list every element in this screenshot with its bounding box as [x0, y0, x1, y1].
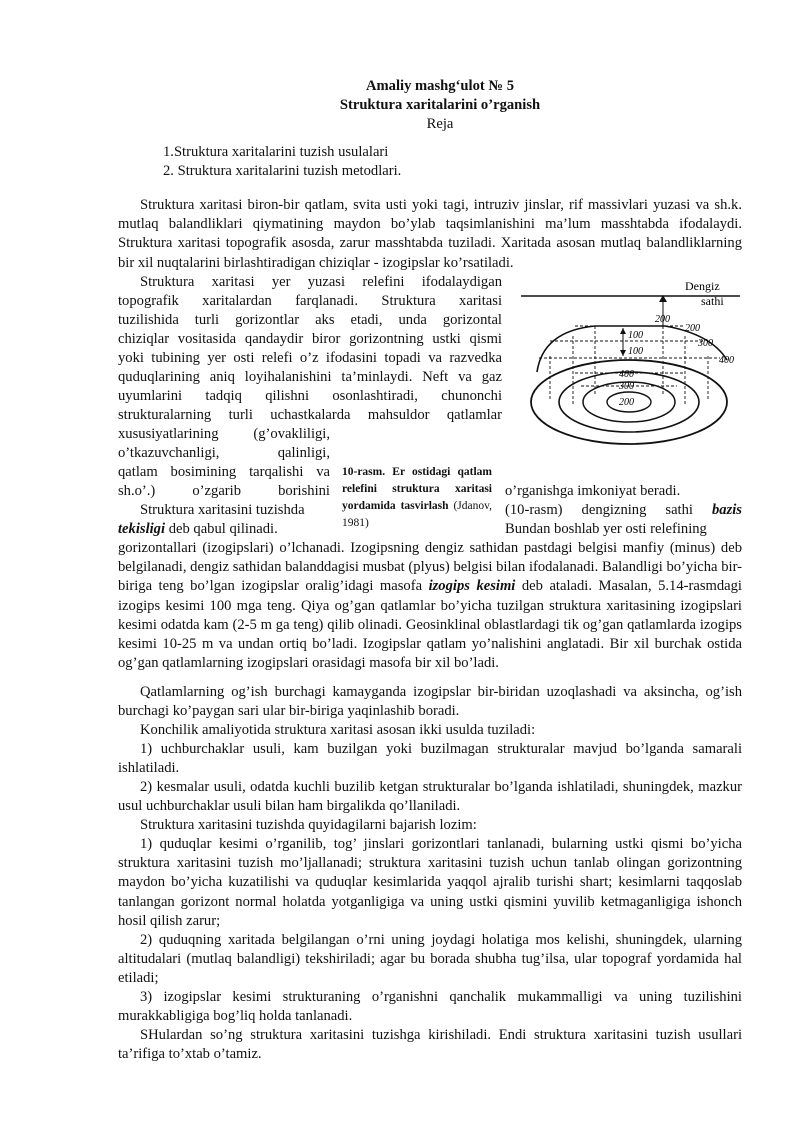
- paragraph: 1) uchburchaklar usuli, kam buzilgan yoki buzilmagan strukturalar mavjud bo’lganda samarali ishlatiladi.: [118, 741, 742, 777]
- wrap-line: tuzilishida turli gorizontlar aks etadi, unda gorizontal: [118, 312, 502, 328]
- wrap-line: qatlam bosimining tarqalishi va: [118, 464, 330, 480]
- structure-map-figure: [515, 276, 750, 466]
- contour-label: 300: [698, 338, 713, 349]
- figure-caption-title: 10-rasm. Er ostidagi qatlam relefini struktura xaritasi yordamida tasvirlash: [342, 466, 492, 512]
- plan-label: Reja: [426, 116, 454, 132]
- intro-paragraph: Struktura xaritasi biron-bir qatlam, svita usti yoki tagi, intruziv jinslar, rif massivlari yuzasi va sh.k. mutlaq balandliklari qiymatining maydon bo’ylab taqsimlanishini ma’lum masshtabda ifodalaydi. Struktura xaritasi topografik asosda, zarur masshtabda tuziladi. Xaritada asosan mutlaq balandliklarning bir xil nuqtalarini birlashtiradigan chiziqlar - izogipslar ko’rsatiladi.: [118, 197, 742, 271]
- wrap-line: chiziqlar vositasida qandaydir biror gorizontning ustki qismi: [118, 331, 502, 347]
- wrap-line: quduqlarining aniq loyihalanishini ta’minlaydi. Neft va gaz: [118, 369, 502, 385]
- paragraph: Struktura xaritasini tuzishda quyidagilarni bajarish lozim:: [140, 817, 477, 833]
- paragraph: 1) quduqlar kesimi o’rganilib, tog’ jinslari gorizontlari tanlanadi, bularning ustki qismi bo’yicha struktura xaritasini tuzish mo’ljallanadi; struktura xaritasini tuzish uchun tanlab olingan gorizontning maydon bo’yicha kuzatilishi va quduqlar kesimlarida yaqqol ajralib turishi shart; kesimlarni taqqoslab tanlangan gorizont normal holatda yotganligiga va uning ustki qismini yuvilib ketmaganligiga ishonch hosil qilish zarur;: [118, 836, 742, 929]
- wrap-line: xususiyatlarining (g’ovakliligi,: [118, 426, 330, 442]
- wrap-line: [118, 520, 278, 539]
- wrap-line: Struktura xaritasini tuzishda: [140, 502, 305, 518]
- figure-caption: [342, 464, 492, 532]
- page-subtitle: Struktura xaritalarini o’rganish: [339, 97, 541, 113]
- wrap-line: sh.o’.) o’zgarib borishini: [118, 483, 330, 499]
- figure-caption-source: (Jdanov, 1981): [342, 500, 493, 529]
- contour-label: 400: [719, 355, 734, 366]
- sea-level-label: sathi: [701, 294, 724, 308]
- paragraph: 2) kesmalar usuli, odatda kuchli buzilib ketgan strukturalar bo’lganda ishlatiladi, shuningdek, mazkur usul uchburchaklar usuli bilan ham birgalikda qo’llaniladi.: [118, 779, 742, 815]
- page-title: Amaliy mashg‘ulot № 5: [365, 78, 515, 94]
- arrow-head: [620, 350, 626, 356]
- contour-label: 100: [628, 330, 643, 341]
- paragraph: 2) quduqning xaritada belgilangan o’rni uning joydagi holatiga mos kelishi, shuningdek, ularning altitudalari (mutlaq balandligi) tekshiriladi; agar bu borada shubha tug’ilsa, ular topograf yordamida hal etiladi;: [118, 932, 742, 987]
- right-line-text: (10-rasm) dengizning sathi: [505, 502, 693, 518]
- isogips-paragraph: [118, 539, 742, 673]
- isogips-text: gorizontallari (izogipslari) o’lchanadi. Izogipsning dengiz sathidan pastdagi belgisi manfiy (minus) deb belgilanadi, dengiz sathidan balanddagisi musbat (plyus) belgisi bilan ifodalanadi. Balandligi bo’yicha bir-biriga teng bo’lgan izogipslar oralig’idagi masofa: [118, 540, 742, 595]
- wrap-line: topografik xaritalardan farqlanadi. Struktura xaritasi: [118, 293, 502, 309]
- wrap-line: strukturalarning turli uchastkalarda mahsuldor qatlamlar: [118, 407, 502, 423]
- right-line: [505, 501, 742, 520]
- bold-term: bazis: [711, 502, 742, 518]
- right-tail: o’rganishga imkoniyat beradi.: [505, 483, 681, 499]
- sea-level-label: Dengiz: [685, 279, 720, 293]
- paragraph: Qatlamlarning og’ish burchagi kamayganda izogipslar bir-biridan uzoqlashadi va aksincha, og’ish burchagi ko’paygan sari ular bir-biriga yaqinlashib boradi.: [118, 684, 742, 720]
- contour-label: 200: [685, 323, 700, 334]
- contour-label: 200: [655, 314, 670, 325]
- paragraph: Konchilik amaliyotida struktura xaritasi asosan ikki usulda tuziladi:: [140, 722, 536, 738]
- wrap-line-rest: deb qabul qilinadi.: [168, 521, 278, 537]
- wrap-line: uyumlarini tadqiq qilishni osonlashtiradi, chunonchi: [118, 388, 502, 404]
- contour-label: 200: [619, 397, 634, 408]
- wrap-line: yoki tubining yer osti relefi o’z ifodasini topadi va razvedka: [118, 350, 502, 366]
- wrap-line: Struktura xaritasi yer yuzasi relefini ifodalaydigan: [140, 274, 502, 290]
- contour-label: 300: [619, 381, 634, 392]
- right-line: Bundan boshlab yer osti relefining: [505, 521, 707, 537]
- paragraph: 3) izogipslar kesimi strukturaning o’rganishni qanchalik mukammalligi va uning tuzilishini murakkabligiga bog’liq holda tanlanadi.: [118, 989, 742, 1025]
- isogips-text: deb ataladi. Masalan, 5.14-rasmdagi izogips kesimi 100 mga teng. Qiya og’gan qatlamlar bo’yicha tuzilgan struktura xaritasining izogipslari kesimi odatda kam (2-5 m ga teng) qilib olinadi. Geosinklinal oblastlardagi tik og’gan qatlamlarda izogips kesimi 10-25 m va undan ortiq bo’ladi. Izogipslar qatlam yo’nalishini anglatadi. Bir xil burchak ostida og’gan qatlamlarning izogipslari orasidagi masofa bir xil bo’ladi.: [118, 578, 742, 672]
- plan-item: 2. Struktura xaritalarini tuzish metodlari.: [163, 163, 402, 179]
- wrap-line: o’tkazuvchanligi, qalinligi,: [118, 445, 330, 461]
- contour-label: 400: [619, 369, 634, 380]
- paragraph: SHulardan so’ng struktura xaritasini tuzishga kirishiladi. Endi struktura xaritasini tuzish usullari ta’rifiga to’xtab o’tamiz.: [118, 1027, 742, 1063]
- plan-item: 1.Struktura xaritalarini tuzish usulalari: [163, 144, 389, 160]
- bold-term: izogips kesimi: [428, 578, 516, 595]
- contour-label: 100: [628, 346, 643, 357]
- arrow-head: [620, 328, 626, 334]
- bold-term: tekisligi: [118, 521, 166, 537]
